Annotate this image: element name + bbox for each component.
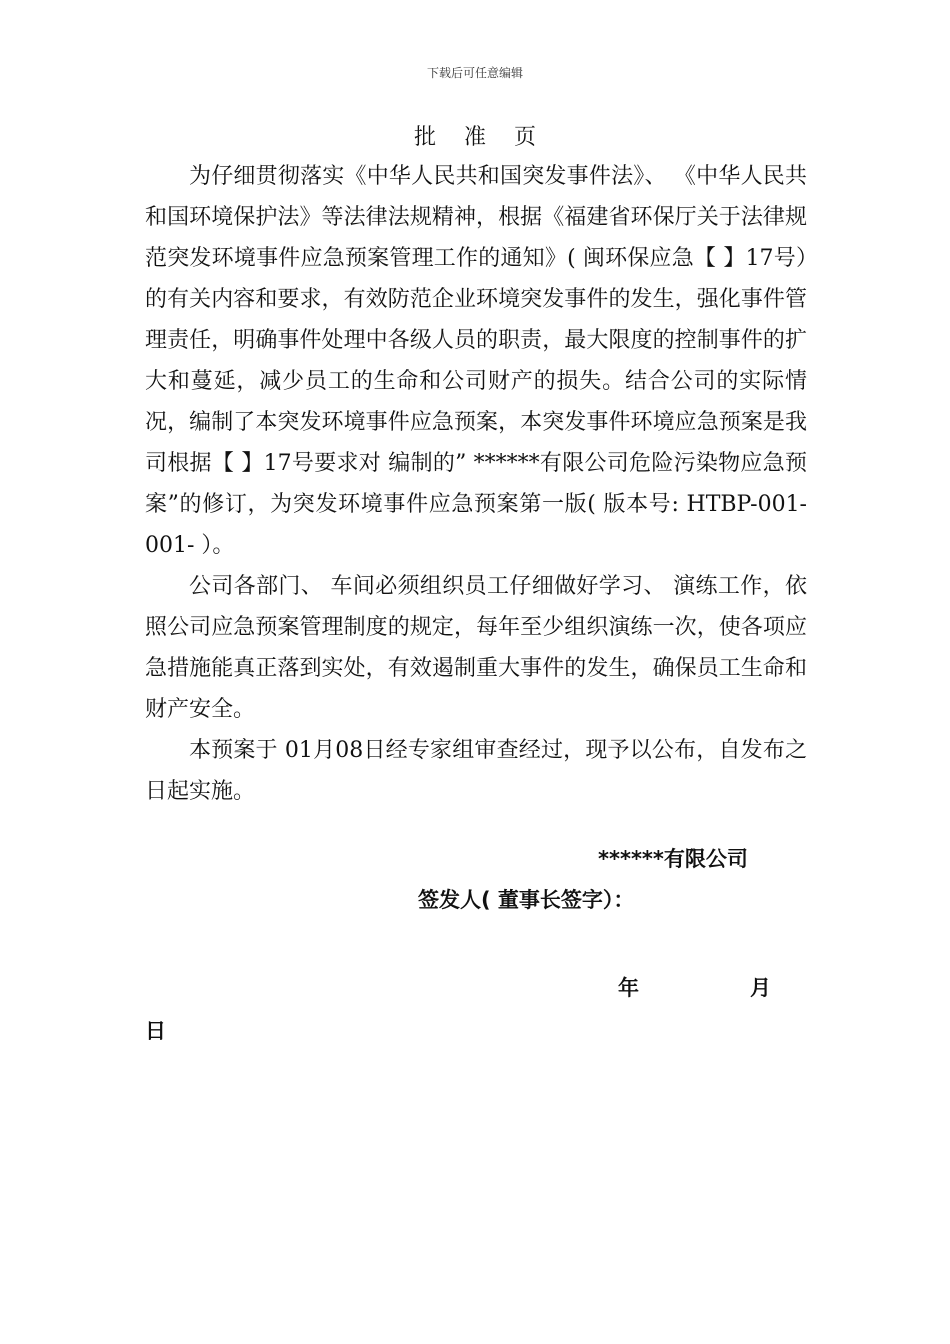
signer-label: 签发人( 董事长签字）： (418, 888, 635, 912)
date-day-label: 日 (145, 1019, 166, 1043)
company-name: ******有限公司 (598, 847, 748, 871)
header-note: 下载后可任意编辑 (426, 66, 523, 80)
paragraph-effective-date: 本预案于 01月08日经专家组审查经过，现予以公布，自发布之日起实施。 (145, 738, 807, 804)
date-month-label: 月 (750, 976, 771, 1000)
date-year-label: 年 (618, 976, 639, 1000)
page-title: 批准页 (413, 125, 564, 150)
document-body (145, 156, 807, 812)
paragraph-purpose: 为仔细贯彻落实《中华人民共和国突发事件法》、 《中华人民共和国环境保护法》等法律法规精神，根据《福建省环保厅关于法律规范突发环境事件应急预案管理工作的通知》( 闽环保应急【 】17号）的有关内容和要求，有效防范企业环境突发事件的发生，强化事件管理责任，明确事件处理中各级人员的职责，最大限度的控制事件的扩大和蔓延，减少员工的生命和公司财产的损失。结合公司的实际情况，编制了本突发环境事件应急预案，本突发事件环境应急预案是我司根据【 】17号要求对 编制的” ******有限公司危险污染物应急预案”的修订，为突发环境事件应急预案第一版( 版本号: HTBP-001-001- ）。 (145, 164, 807, 558)
paragraph-training: 公司各部门、 车间必须组织员工仔细做好学习、 演练工作，依照公司应急预案管理制度的规定，每年至少组织演练一次，使各项应急措施能真正落到实处，有效遏制重大事件的发生，确保员工生命和财产安全。 (145, 574, 807, 722)
